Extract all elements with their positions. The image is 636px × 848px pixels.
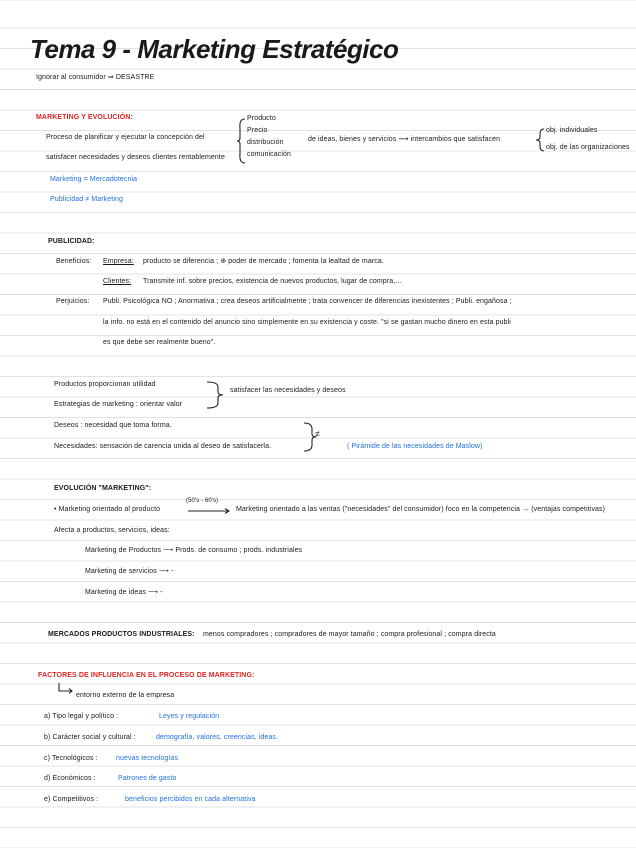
marketing-type: Marketing de ideas ⟶ - [85, 589, 163, 596]
concept-item: Producto [247, 115, 276, 122]
note-line: Necesidades: sensación de carencia unida al deseo de satisfacerla. [54, 443, 272, 450]
brace-value [206, 381, 224, 409]
brace-concept-list [237, 118, 247, 164]
empresa-benefit: producto se diferencia ; ⊕ poder de mercado ; fomenta la lealtad de marca. [143, 258, 384, 265]
concept-item: distribución [247, 139, 284, 146]
factor-label: d) Económicos : [44, 775, 96, 782]
concept-item: comunicación [247, 151, 291, 158]
evolution-line-b: Marketing orientado a las ventas ("necesidades" del consumidor) foco en la competencia → (ventajas competitivas) [236, 506, 606, 513]
arrow-icon [187, 508, 232, 514]
factor-value: demografía, valores, creencias, ideas. [156, 734, 279, 741]
factor-label: b) Carácter social y cultural : [44, 734, 136, 741]
section-heading-evolucion: EVOLUCIÓN "MARKETING": [54, 485, 152, 492]
section-heading-factores: FACTORES DE INFLUENCIA EN EL PROCESO DE MARKETING: [38, 672, 255, 679]
brace-objectives [536, 128, 546, 152]
harms-line: la info. no está en el contenido del anuncio sino simplemente en su existencia y coste. "si se gastan mucho dinero en esta publi [103, 319, 511, 326]
factor-value: beneficios percibidos en cada alternativa [125, 796, 256, 803]
factors-subheading: entorno externo de la empresa [76, 692, 175, 699]
marketing-type: Marketing de Productos ⟶ Prods. de consumo ; prods. industriales [85, 547, 303, 554]
arrow-icon [58, 682, 74, 695]
factor-value: Leyes y regulación [159, 713, 220, 720]
difference-note: Publicidad ≠ Marketing [50, 196, 123, 203]
brace-note: satisfacer las necesidades y deseos [230, 387, 346, 394]
benefits-label: Beneficios: [56, 258, 92, 265]
factor-label: a) Tipo legal y político : [44, 713, 119, 720]
objective-item: obj. de las organizaciones [546, 144, 630, 151]
note-line: Productos proporcionan utilidad [54, 381, 156, 388]
note-line: Deseos : necesidad que toma forma. [54, 422, 172, 429]
harms-line: es que debe ser realmente bueno". [103, 339, 216, 346]
industrial-markets-text: menos compradores ; compradores de mayor tamaño ; compra profesional ; compra directa [203, 631, 496, 638]
definition-line-2: de ideas, bienes y servicios ⟿ intercambios que satisfacen [308, 136, 501, 143]
clientes-label: Clientes: [103, 278, 132, 285]
section-heading-marketing: MARKETING Y EVOLUCIÓN: [36, 114, 133, 121]
empresa-label: Empresa: [103, 258, 134, 265]
factor-value: nuevas tecnologías [116, 755, 179, 762]
definition-line-3: satisfacer necesidades y deseos clientes rentablemente [46, 154, 225, 161]
section-heading-publicidad: PUBLICIDAD: [48, 238, 95, 245]
page-subtitle: Ignorar al consumidor ⇒ DESASTRE [36, 74, 155, 81]
page-title: Tema 9 - Marketing Estratégico [30, 34, 399, 64]
harms-label: Perjuicios: [56, 298, 90, 305]
equivalence-note: Marketing = Mercadotecnia [50, 176, 138, 183]
harms-line: Publi. Psicológica NO ; Anormativa ; crea deseos artificialmente ; trata convencer de diferencias inexistentes ; Publi. engañosa ; [103, 298, 512, 305]
factor-label: e) Competitivos : [44, 796, 99, 803]
clientes-benefit: Transmite inf. sobre precios, existencia de nuevos productos, lugar de compra,... [143, 278, 402, 285]
years-note: (50's - 60's) [186, 498, 219, 504]
not-equal-sign: ≠ [315, 429, 321, 439]
note-line: Estrategias de marketing : orientar valor [54, 401, 183, 408]
affects-line: Afecta a productos, servicios, ideas: [54, 527, 170, 534]
definition-line-1: Proceso de planificar y ejecutar la concepción del [46, 134, 205, 141]
industrial-markets-label: MERCADOS PRODUCTOS INDUSTRIALES: [48, 631, 195, 638]
factor-label: c) Tecnológicos : [44, 755, 98, 762]
maslow-note: ( Pirámide de las necesidades de Maslow) [347, 443, 483, 450]
evolution-line: • Marketing orientado al producto [54, 506, 161, 513]
objective-item: obj. individuales [546, 127, 598, 134]
factor-value: Patrones de gasto [118, 775, 177, 782]
marketing-type: Marketing de servicios ⟶ - [85, 568, 174, 575]
concept-item: Precio [247, 127, 268, 134]
